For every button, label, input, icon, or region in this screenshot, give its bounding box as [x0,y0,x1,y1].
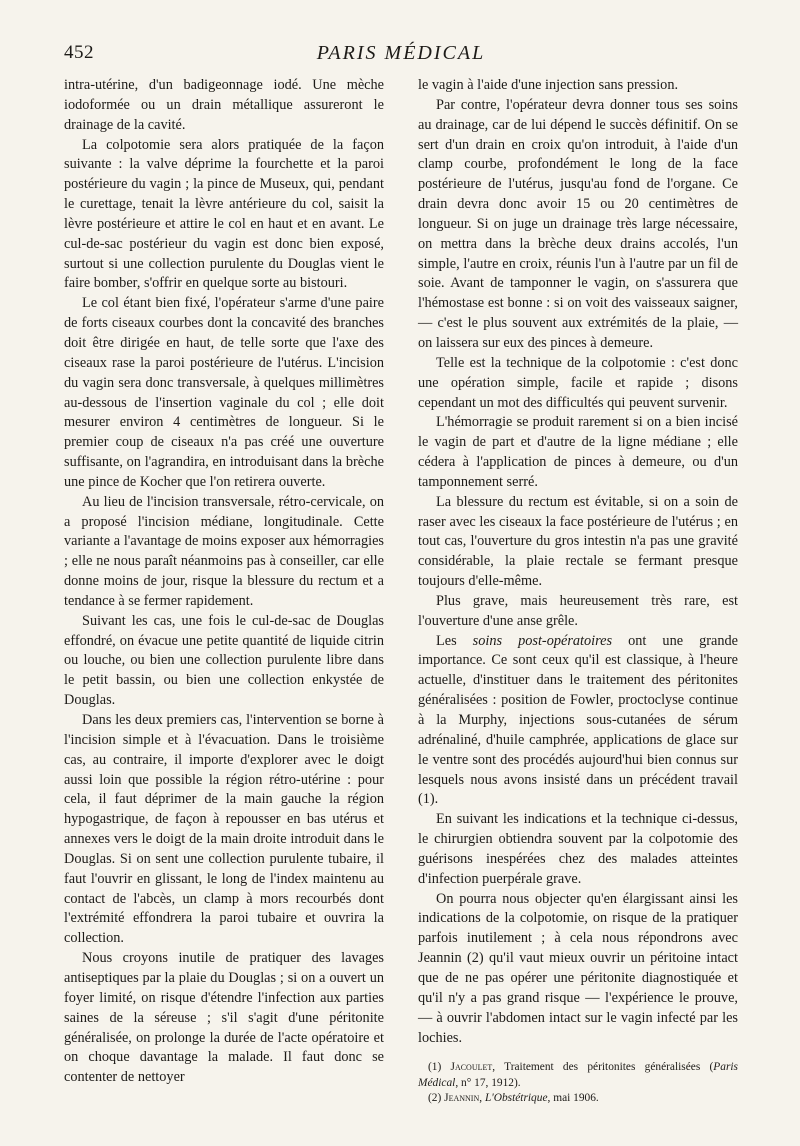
footnote-journal: Paris Médical [418,1061,738,1089]
text-run: , [479,1092,485,1105]
paragraph: Le col étant bien fixé, l'opérateur s'arme d'une paire de forts ciseaux courbes dont la concavité des branches doit être dirigée en haut, de telle sorte que l'axe des ciseaux rase la paroi postérieure de l'utérus. L'incision du vagin sera donc transversale, à quelques millimètres au-dessous de l'insertion vaginale du col ; elle doit mesurer environ 4 centimètres de longueur. Si le premier coup de ciseaux n'a pas créé une ouverture suffisante, on l'agrandira, en introduisant dans la brèche une pince de Kocher que l'on retirera ouverte. [64,295,384,490]
left-column [64,76,384,1088]
paragraph: Plus grave, mais heureusement très rare, est l'ouverture d'une anse grêle. [418,592,738,629]
text-run: , mai 1906. [547,1092,599,1105]
right-column [418,76,738,1107]
text-run: Les [436,632,473,649]
page-header [64,42,738,72]
paragraph: Telle est la technique de la colpotomie : c'est donc une opération simple, facile et rapide ; disons cependant un mot des difficultés qui peuvent survenir. [418,354,738,411]
paragraph: Dans les deux premiers cas, l'intervention se borne à l'incision simple et à l'évacuation. Dans le troisième cas, au contraire, il importe d'explorer avec le doigt aussi loin que possible la région rétro-utérine : pour cela, il faut déprimer de la main gauche la région hypogastrique, de façon à repousser en bas utérus et annexes vers le doigt de la main droite introduit dans le Douglas. Si on sent une collection purulente tubaire, il faut l'ouvrir en glissant, le long de l'index maintenu au contact de l'abcès, un clamp à mors recourbés dont l'extrémité effondrera la paroi tubaire et ouvrira la collection. [64,712,384,947]
running-title: PARIS MÉDICAL [316,42,486,64]
paragraph: Par contre, l'opérateur devra donner tous ses soins au drainage, car de lui dépend le succès définitif. On se sert d'un drain en croix qu'on introduit, à l'aide d'un clamp courbe, profondément le long de la face postérieure de l'utérus, jusqu'au fond de l'organe. Ce drain devra donc avoir 15 ou 20 centimètres de longueur. Si on juge un drainage très large nécessaire, on mettra dans la brèche deux drains accolés, l'un simple, l'autre en croix, réunis l'un à l'autre par un fil de soie. Avant de tamponner le vagin, on s'assurera que l'hémostase est bonne : si on voit des vaisseaux saigner, — c'est le plus souvent aux extrémités de la plaie, — on laissera sur eux des pinces à demeure. [418,96,738,351]
paragraph: La blessure du rectum est évitable, si on a soin de raser avec les ciseaux la face postérieure de l'utérus ; en tout cas, l'ouverture du gros intestin n'a pas une gravité considérable, la plaie rectale se fermant presque toujours d'elle-même. [418,493,738,590]
footnote [418,1060,738,1091]
footnote-number: (1) [428,1061,442,1074]
footnote-journal: L'Obstétrique [484,1092,548,1105]
footnote-author: Jacoulet [450,1061,493,1074]
footnotes [418,1060,738,1107]
text-run: , Traitement des péritonites généralisées ( [492,1061,714,1074]
paragraph: En suivant les indications et la technique ci-dessus, le chirurgien obtiendra souvent par la colpotomie des guérisons inespérées chez des malades atteintes d'infection puerpérale grave. [418,811,738,887]
paragraph: le vagin à l'aide d'une injection sans pression. [418,77,679,93]
paragraph: On pourra nous objecter qu'en élargissant ainsi les indications de la colpotomie, on risque de la pratiquer parfois inutilement ; à cela nous répondrons avec Jeannin (2) qu'il vaut mieux ouvrir un péritoine intact que de ne pas opérer une péritonite diagnostiquée et qu'il n'y a pas grand risque — l'expérience le prouve, — à ouvrir l'abdomen intact sur le vagin infecté par les lochies. [418,890,738,1046]
footnote-author: Jeannin [444,1092,480,1105]
text-run: , n° 17, 1912). [455,1076,521,1089]
paragraph: intra-utérine, d'un badigeonnage iodé. Une mèche iodoformée ou un drain métallique assureront le drainage de la cavité. [64,77,384,133]
italic-term: soins post-opératoires [472,632,613,649]
text-run: ont une grande importance. Ce sont ceux qu'il est classique, à l'heure actuelle, d'instituer dans le traitement des péritonites généralisées : position de Fowler, proctoclyse continue à la Murphy, injections sous-cutanées de sérum adrénaliné, d'huile camphrée, applications de glace sur le ventre sont des procédés aujourd'hui bien connus sur lesquels nous avons insisté dans un précédent travail (1). [418,632,738,808]
paragraph: Nous croyons inutile de pratiquer des lavages antiseptiques par la plaie du Douglas ; si on a ouvert un foyer limité, on risque d'étendre l'infection aux parties saines de la séreuse ; s'il s'agit d'une péritonite généralisée, on prolonge la durée de l'acte opératoire et on choque davantage la malade. Il faut donc se contenter de nettoyer [64,950,384,1086]
paragraph: Au lieu de l'incision transversale, rétro-cervicale, on a proposé l'incision médiane, longitudinale. Cette variante a l'avantage de moins exposer aux hémorragies ; elle ne nous paraît néanmoins pas à conseiller, car elle donne moins de jour, risque la blessure du rectum et a tendance à se fermer rapidement. [64,493,384,609]
paragraph: L'hémorragie se produit rarement si on a bien incisé le vagin de part et d'autre de la ligne médiane ; elle cédera à l'application de pinces à demeure, ou d'un tamponnement serré. [418,414,738,490]
footnote [418,1091,738,1107]
page-number: 452 [64,42,94,63]
paragraph: La colpotomie sera alors pratiquée de la façon suivante : la valve déprime la fourchette et la paroi postérieure du vagin ; la pince de Museux, qui, pendant le curettage, tenait la lèvre antérieure du col, saisit la lèvre postérieure et attire le col en haut et en avant. Le cul-de-sac postérieur du vagin est donc bien exposé, surtout si une collection purulente du Douglas vient le faire bomber, s'offrir en quelque sorte au bistouri. [64,136,384,292]
soins-paragraph [418,632,738,811]
paragraph: Suivant les cas, une fois le cul-de-sac de Douglas effondré, on évacue une petite quantité de liquide citrin ou louche, ou bien une collection purulente libre dans le petit bassin, ou bien une collection enkystée de Douglas. [64,612,384,709]
footnote-number: (2) [428,1092,442,1105]
